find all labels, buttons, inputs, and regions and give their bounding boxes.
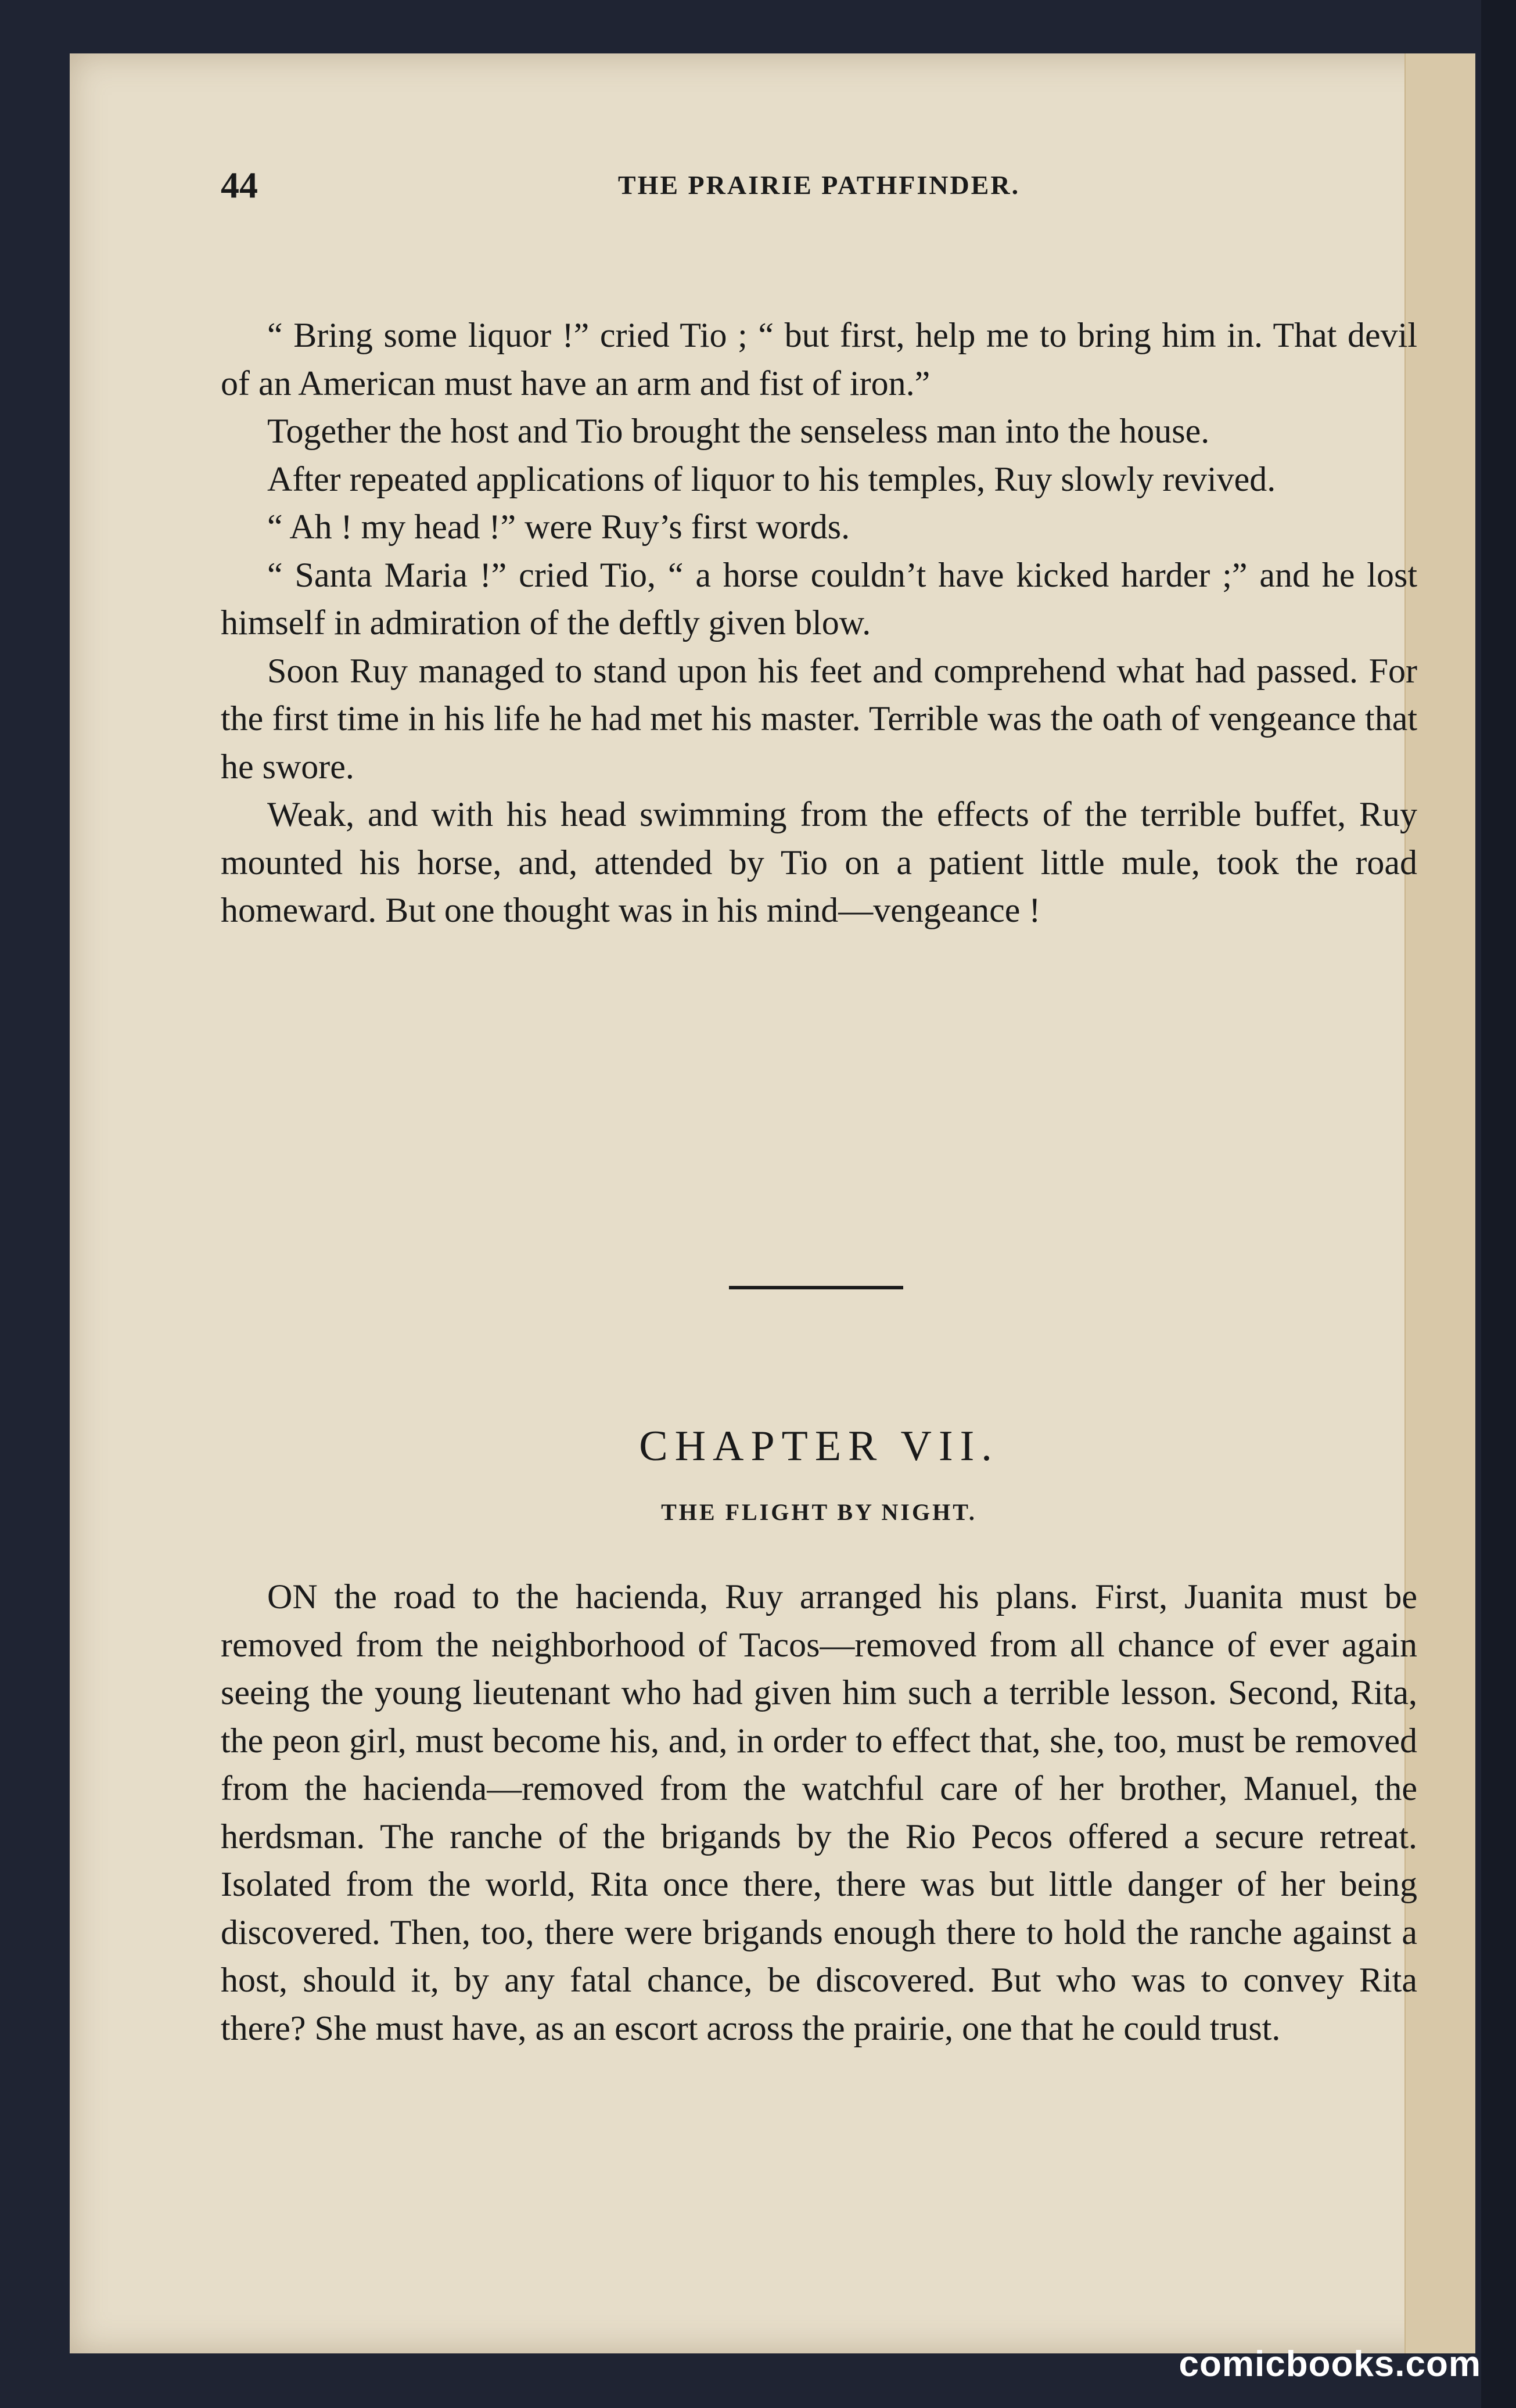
text-section-1 xyxy=(221,311,1417,935)
text-section-2 xyxy=(221,1573,1417,2052)
paragraph: “ Bring some liquor !” cried Tio ; “ but first, help me to bring him in. That devil of an American must have an arm and fist of iron.” xyxy=(221,316,1417,402)
watermark: comicbooks.com xyxy=(1179,2344,1481,2384)
scan-edge-shadow xyxy=(1481,0,1516,2408)
section-divider xyxy=(729,1286,903,1289)
paragraph: Weak, and with his head swimming from the effects of the terrible buffet, Ruy mounted his horse, and, attended by Tio on a patient little mule, took the road homeward. But one thought was in his mind—vengeance ! xyxy=(221,795,1417,929)
running-head: THE PRAIRIE PATHFINDER. xyxy=(617,170,1021,200)
paragraph: ON the road to the hacienda, Ruy arranged his plans. First, Juanita must be removed from the neighborhood of Tacos—removed from all chance of ever again seeing the young lieutenant who had given him such a terrible lesson. Second, Rita, the peon girl, must become his, and, in order to effect that, she, too, must be removed from the hacienda—removed from the watchful care of her brother, Manuel, the herdsman. The ranche of the brigands by the Rio Pecos offered a secure retreat. Isolated from the world, Rita once there, there was but little danger of her being discovered. Then, too, there were brigands enough there to hold the ranche against a host, should it, by any fatal chance, be discovered. But who was to convey Rita there? She must have, as an escort across the prairie, one that he could trust. xyxy=(221,1577,1417,2047)
page-number: 44 xyxy=(221,164,258,206)
chapter-subtitle: THE FLIGHT BY NIGHT. xyxy=(661,1499,977,1525)
chapter-title: CHAPTER VII. xyxy=(639,1422,999,1470)
paragraph: “ Ah ! my head !” were Ruy’s first words. xyxy=(267,508,850,546)
paragraph: “ Santa Maria !” cried Tio, “ a horse couldn’t have kicked harder ;” and he lost himself in admiration of the deftly given blow. xyxy=(221,555,1417,642)
paragraph: Soon Ruy managed to stand upon his feet and comprehend what had passed. For the first time in his life he had met his master. Terrible was the oath of vengeance that he swore. xyxy=(221,651,1417,786)
paragraph: Together the host and Tio brought the senseless man into the house. xyxy=(267,412,1210,450)
paragraph: After repeated applications of liquor to his temples, Ruy slowly revived. xyxy=(267,459,1276,498)
book-page xyxy=(70,53,1475,2353)
